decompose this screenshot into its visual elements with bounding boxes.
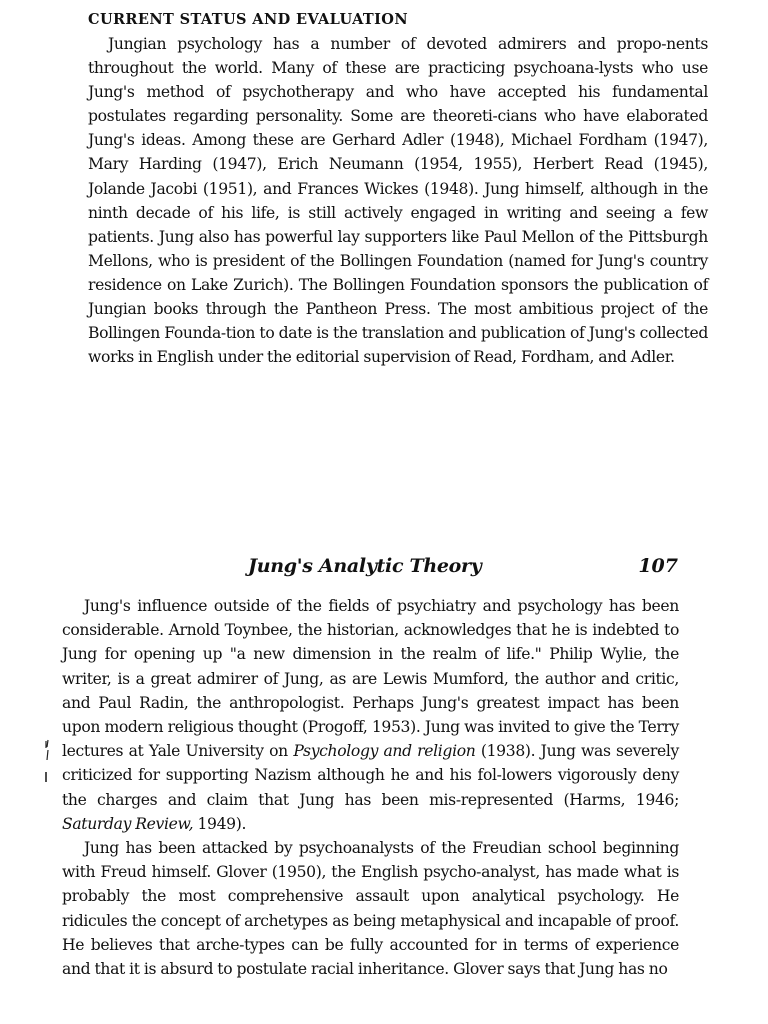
page-number: 107 — [638, 555, 678, 577]
book-title-italic: Psychology and religion — [293, 742, 476, 761]
influence-text-3: 1949). — [197, 814, 247, 833]
influence-text-2: (1938). Jung was severely criticized for supporting Nazism although he and his fol-lowers vigorously deny the charges and claim that Jung has been mis-represented (Harms, 1946; — [62, 742, 679, 809]
influence-paragraph — [62, 594, 679, 836]
page-body — [62, 594, 679, 981]
status-paragraph: Jungian psychology has a number of devoted admirers and propo-nents throughout the world. Many of these are practicing psychoana-lysts who use Jung's method of psychotherapy and who have accepted his fundamental postulates regarding personality. Some are theoreti-cians who have elaborated Jung's ideas. Among these are Gerhard Adler (1948), Michael Fordham (1947), Mary Harding (1947), Erich Neumann (1954, 1955), Herbert Read (1945), Jolande Jacobi (1951), and Frances Wickes (1948). Jung himself, although in the ninth decade of his life, is still actively engaged in writing and seeing a few patients. Jung also has powerful lay supporters like Paul Mellon of the Pittsburgh Mellons, who is president of the Bollingen Foundation (named for Jung's country residence on Lake Zurich). The Bollingen Foundation sponsors the publication of Jungian books through the Pantheon Press. The most ambitious project of the Bollingen Founda-tion to date is the translation and publication of Jung's collected works in English under the editorial supervision of Read, Fordham, and Adler. — [88, 35, 708, 367]
periodical-title-italic: Saturday Review, — [62, 814, 194, 833]
criticism-paragraph: Jung has been attacked by psychoanalysts of the Freudian school beginning with Freud himself. Glover (1950), the English psycho-analyst, has made what is probably the most comprehensive assault upon analytical psychology. He ridicules the concept of archetypes as being metaphysical and incapable of proof. He believes that arche-types can be fully accounted for in terms of experience and that it is absurd to postulate racial inheritance. Glover says that Jung has no — [62, 839, 679, 979]
influence-text-1: Jung's influence outside of the fields of psychiatry and psychology has been considerable. Arnold Toynbee, the historian, acknowledges that he is indebted to Jung for opening up "a new dimension in the realm of life." Philip Wylie, the writer, is a great admirer of Jung, as are Lewis Mumford, the author and critic, and Paul Radin, the anthropologist. Perhaps Jung's greatest impact has been upon modern religious thought (Progoff, 1953). Jung was invited to give the Terry lectures at Yale University on — [62, 597, 679, 761]
running-head — [248, 555, 678, 585]
section-heading: CURRENT STATUS AND EVALUATION — [88, 11, 408, 28]
previous-page-fragment — [88, 8, 708, 369]
pencil-margin-mark-icon — [42, 738, 52, 784]
running-head-title: Jung's Analytic Theory — [248, 555, 482, 577]
